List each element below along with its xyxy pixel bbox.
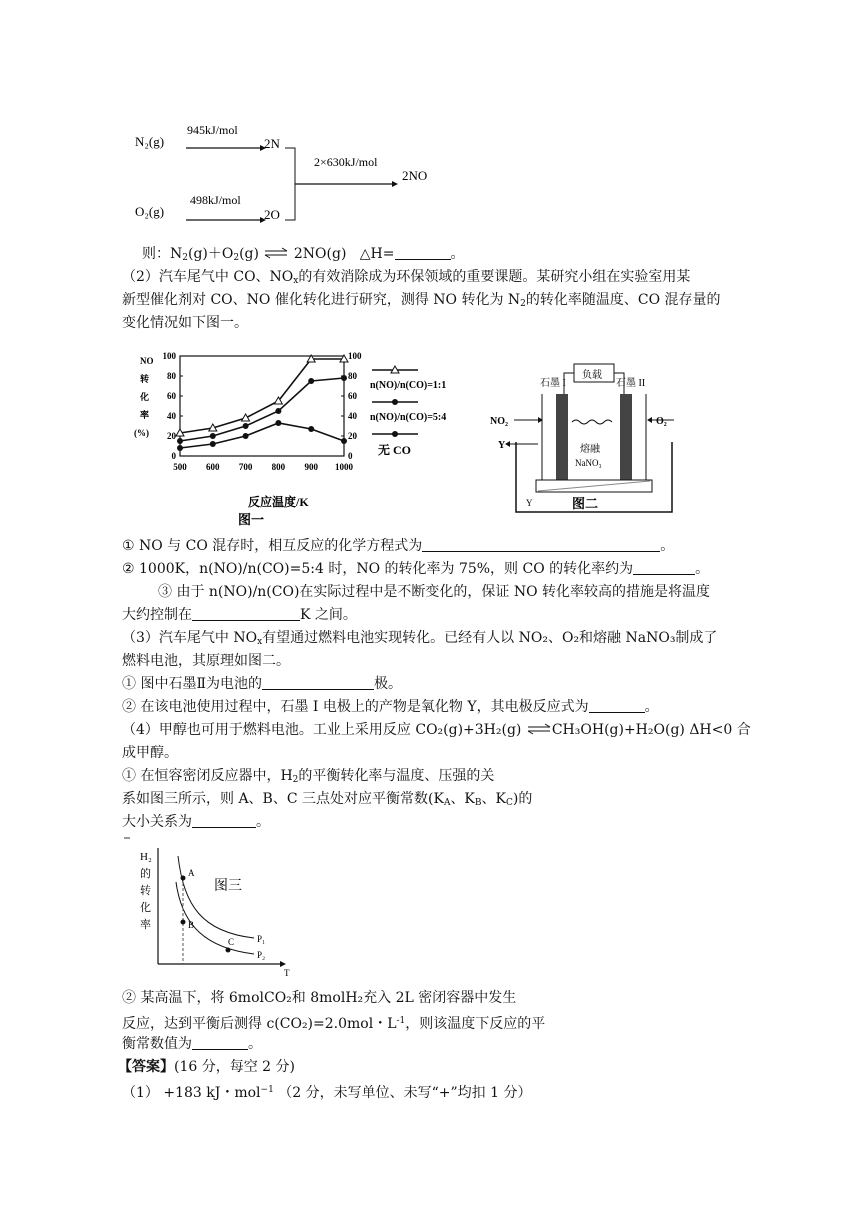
- figure3-ylabel: [140, 851, 152, 931]
- data-point: [341, 438, 347, 444]
- left-tick-label: 100: [162, 351, 176, 361]
- electrode2: [620, 394, 632, 480]
- figure3-ylabel-char: 率: [140, 919, 151, 931]
- melt-formula: NaNO₃: [575, 458, 602, 468]
- data-point: [275, 408, 281, 414]
- left-tick-label: 0: [171, 451, 176, 461]
- data-point: [308, 378, 314, 384]
- data-point: [242, 414, 250, 421]
- combine-bracket: [285, 148, 295, 220]
- q4b-line3: 衡常数值为 。: [122, 1036, 262, 1052]
- right-tick-label: 100: [348, 351, 362, 361]
- equilibrium-arrow-icon: [526, 723, 552, 735]
- equation-blank: [422, 537, 660, 552]
- q3-line1: （3）汽车尾气中 NOx有望通过燃料电池实现转化。已经有人以 NO₂、O₂和熔融 NaNO₃制成了: [122, 630, 718, 647]
- figure1-ylabel-char: 转: [140, 374, 150, 384]
- point-b: [181, 920, 186, 925]
- k-value-blank: [192, 1035, 248, 1050]
- q4-line2: 成甲醇。: [122, 745, 178, 761]
- answer-1: （1） +183 kJ・mol$^{-1}$ （2 分，未写单位、未写“+”均扣 1 分）: [122, 1085, 532, 1101]
- q4b-line2: 反应，达到平衡后测得 c(CO₂)=2.0mol・$L^{-1}$，则该温度下反应的平: [122, 1016, 546, 1032]
- q2-line3: 变化情况如下图一。: [122, 315, 248, 331]
- left-tick-label: 20: [167, 431, 176, 441]
- legend-marker: [392, 431, 398, 437]
- y-left-label: Y: [498, 440, 506, 451]
- figure1-ylabel-char: 率: [140, 410, 150, 420]
- no2-label: NO₂: [490, 416, 508, 427]
- point-a: [181, 876, 186, 881]
- figure3-title: 图三: [214, 879, 242, 894]
- figure3-xlabel: T: [284, 968, 290, 976]
- energy-diagram: [130, 118, 450, 228]
- figure1-ylabel-char: (%): [134, 428, 149, 438]
- point-c: [226, 948, 231, 953]
- q2-item3b: 大约控制在 K 之间。: [122, 607, 357, 623]
- q4-line1: （4）甲醇也可用于燃料电池。工业上采用反应 CO₂(g)+3H₂(g) CH₃OH(g)+H₂O(g) ΔH<0 合: [122, 722, 751, 738]
- label-b: B: [188, 920, 195, 930]
- product-2no: 2NO: [402, 168, 428, 183]
- data-point: [177, 445, 183, 451]
- electrode-type-blank: [262, 675, 374, 690]
- right-tick-label: 40: [348, 411, 357, 421]
- figure1-legend: [370, 366, 446, 457]
- answer-head: 【答案】(16 分，每空 2 分): [118, 1059, 295, 1075]
- legend-label: n(NO)/n(CO)=5:4: [370, 412, 447, 423]
- figure3-chart: [122, 836, 312, 976]
- right-tick-label: 0: [348, 451, 353, 461]
- figure1-plot-frame: [180, 356, 344, 456]
- o2-energy-label: 498kJ/mol: [190, 193, 241, 207]
- right-tick-label: 60: [348, 391, 357, 401]
- figure3-ylabel-char: 化: [140, 902, 151, 914]
- label-p2: P₂: [257, 950, 266, 960]
- q1-line: 则：N2(g)＋O2(g) 2NO(g) △H= 。: [142, 246, 465, 263]
- legend-label: n(NO)/n(CO)=1:1: [370, 380, 447, 391]
- q2-line2: 新型催化剂对 CO、NO 催化转化进行研究，测得 NO 转化为 N2的转化率随温度、CO 混存量的: [122, 292, 721, 309]
- q2-item3: ③ 由于 n(NO)/n(CO)在实际过程中是不断变化的，保证 NO 转化率较高的措施是将温度: [158, 584, 711, 600]
- n2-energy-label: 945kJ/mol: [187, 123, 238, 137]
- figure1-caption: 图一: [238, 512, 265, 526]
- figure1-chart: [128, 346, 488, 526]
- data-point: [177, 438, 183, 444]
- x-tick-label: 500: [173, 462, 187, 472]
- electrode1-label: 石墨 I: [540, 378, 566, 389]
- q4b-line1: ② 某高温下，将 6molCO₂和 8molH₂充入 2L 密闭容器中发生: [122, 990, 517, 1006]
- q3-item1: ① 图中石墨Ⅱ为电池的 极。: [122, 676, 402, 692]
- figure2-caption: 图二: [572, 496, 599, 511]
- o2-label: O₂: [656, 416, 667, 427]
- data-point: [210, 433, 216, 439]
- x-tick-label: 800: [271, 462, 286, 472]
- right-tick-label: 20: [348, 431, 357, 441]
- combine-energy-label: 2×630kJ/mol: [314, 155, 378, 169]
- electrode2-label: 石墨 II: [616, 378, 646, 389]
- n2-label: N₂(g): [135, 134, 165, 149]
- q2-item1: ① NO 与 CO 混存时，相互反应的化学方程式为 。: [122, 538, 675, 554]
- q4-item1c: 大小关系为 。: [122, 814, 270, 830]
- o2-label: O₂(g): [135, 204, 165, 219]
- co-rate-blank: [633, 560, 695, 575]
- left-tick-label: 60: [167, 391, 176, 401]
- melt-label: 熔融: [580, 444, 600, 455]
- temp-range-blank: [192, 606, 300, 621]
- figure3-ylabel-char: H₂: [140, 851, 152, 863]
- data-point: [308, 426, 314, 432]
- x-tick-label: 700: [238, 462, 253, 472]
- figure3-ylabel-char: 转: [140, 885, 151, 897]
- figure1-ylabel-char: NO: [140, 356, 154, 366]
- x-tick-label: 1000: [335, 462, 353, 472]
- data-point: [243, 433, 249, 439]
- q2-item2: ② 1000K，n(NO)/n(CO)=5:4 时，NO 的转化率为 75%，则 CO 的转化率约为 。: [122, 561, 710, 577]
- label-c: C: [228, 937, 235, 947]
- x-tick-label: 900: [304, 462, 318, 472]
- left-tick-label: 40: [167, 411, 176, 421]
- figure3-ylabel-char: 的: [140, 868, 151, 880]
- q3-item2: ② 在该电池使用过程中，石墨 I 电极上的产物是氧化物 Y，其电极反应式为 。: [122, 699, 659, 715]
- q3-line2: 燃料电池，其原理如图二。: [122, 653, 290, 669]
- figure1-xlabel: 反应温度/K: [248, 495, 309, 509]
- product-2o: 2O: [264, 207, 280, 222]
- q4-item1a: ① 在恒容密闭反应器中，H2的平衡转化率与温度、压强的关: [122, 768, 495, 785]
- product-2n: 2N: [264, 136, 280, 151]
- electrode-reaction-blank: [589, 698, 645, 713]
- data-point: [210, 441, 216, 447]
- k-relation-blank: [192, 813, 256, 828]
- series-line: [180, 359, 344, 433]
- data-point: [243, 423, 249, 429]
- load-label: 负载: [582, 370, 602, 381]
- figure1-ylabel-char: 化: [140, 392, 150, 402]
- series-line: [180, 423, 344, 448]
- y-bottom-label: Y: [526, 498, 533, 508]
- legend-label: 无 CO: [378, 443, 412, 457]
- electrode1: [556, 394, 568, 480]
- figure2-cell-diagram: [486, 352, 686, 520]
- label-p1: P₁: [257, 934, 266, 944]
- legend-marker: [392, 399, 398, 405]
- q4-item1b: 系如图三所示，则 A、B、C 三点处对应平衡常数(KA、KB、KC)的: [122, 791, 533, 808]
- q2-line1: （2）汽车尾气中 CO、NOx的有效消除成为环保领域的重要课题。某研究小组在实验室用某: [122, 269, 691, 286]
- left-tick-label: 80: [167, 371, 176, 381]
- dh-blank: [395, 245, 451, 260]
- data-point: [341, 375, 347, 381]
- data-point: [275, 420, 281, 426]
- label-a: A: [188, 868, 195, 878]
- x-tick-label: 600: [206, 462, 220, 472]
- figure1-ylabel: [134, 356, 154, 438]
- right-tick-label: 80: [348, 371, 357, 381]
- equilibrium-arrow-icon: [263, 247, 289, 259]
